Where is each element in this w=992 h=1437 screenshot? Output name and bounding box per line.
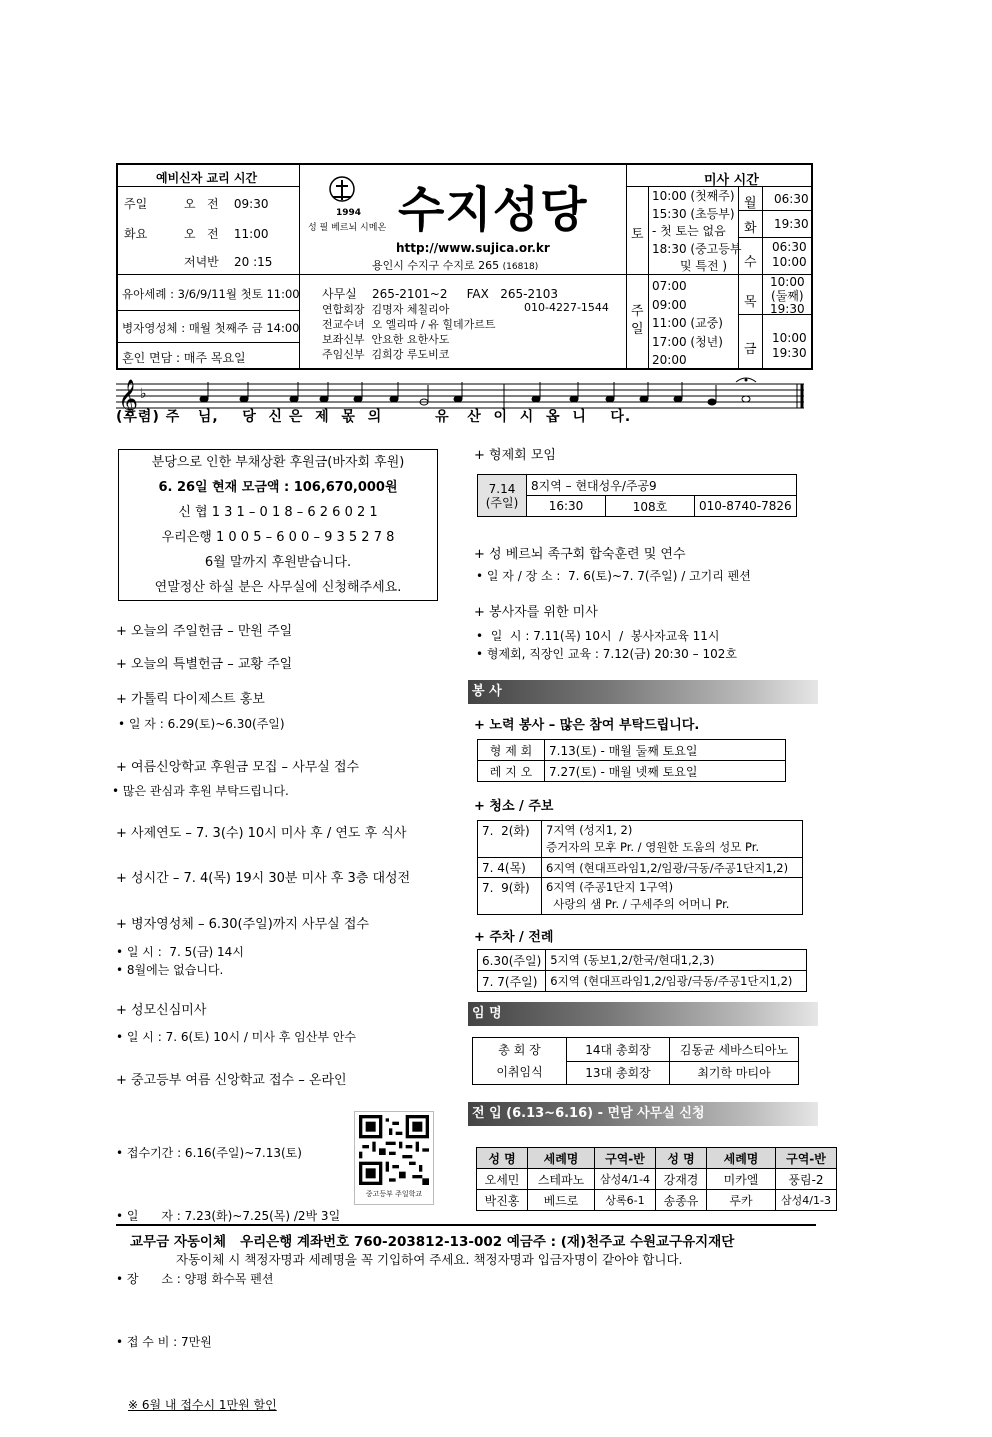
mass-sat-label: 토: [631, 227, 644, 242]
donation-deadline: 6월 말까지 후원받습니다.: [204, 555, 352, 570]
parish-address: 용인시 수지구 수지로 265 (16818): [372, 259, 539, 272]
office-phone: 사무실 265-2101~2 FAX 265-2103: [322, 287, 559, 301]
mass-sat-times: 10:00 (첫째주) 15:30 (초등부) - 첫 토는 없음 18:30 (중고등부 및 특전 ): [652, 189, 742, 273]
qr-caption: 중고등부 주일학교: [365, 1190, 423, 1198]
president-phone: 010-4227-1544: [524, 301, 609, 314]
table-cell: 스테파노: [528, 1169, 595, 1190]
marian-mass: + 성모신심미사: [116, 1003, 207, 1018]
table-row: [477, 1169, 837, 1190]
appointment-term: 13대 총회장: [567, 1061, 670, 1085]
column-header: 구역-반: [595, 1148, 656, 1169]
labor-title: + 노력 봉사 – 많은 참여 부탁드립니다.: [474, 718, 700, 733]
cleaning-date: 7. 2(화): [478, 821, 542, 858]
weekday-wed-times: 06:30 10:00: [772, 240, 807, 269]
bernoulli-sub: • 일 자 / 장 소 : 7. 6(토)~7. 7(주일) / 고기리 펜션: [476, 569, 751, 583]
youth-summer-school-details: • 접수기간 : 6.16(주일)~7.13(토) • 일 자 : 7.23(화)~7.25(목) /2박 3일 • 장 소 : 양평 화수목 펜션 • 접 수 비 : 7만원 ※ 6월 내 접수시 1만원 할인: [116, 1146, 341, 1412]
song-lyrics: (후렴) 주 님, 당 신 은 제 몫 의 유 산 이 시 옵 니 다.: [116, 409, 632, 425]
weekday-fri: 금: [744, 342, 757, 357]
appointment-name: 김동균 세바스티아노: [670, 1038, 799, 1062]
table-row: [477, 1190, 837, 1211]
catechumen-time: 저녁반 20 :15: [184, 255, 273, 269]
weekday-tue-times: 19:30: [774, 217, 809, 231]
table-cell: 송종유: [656, 1190, 707, 1211]
sick-communion-note: • 8월에는 없습니다.: [116, 963, 224, 977]
labor-when: 7.13(토) - 매월 둘째 토요일: [545, 740, 786, 761]
column-header: 세례명: [707, 1148, 776, 1169]
catechumen-day: 화요: [124, 227, 148, 241]
mass-sun-label: 주일: [631, 304, 644, 337]
cleaning-title: + 청소 / 주보: [474, 799, 554, 814]
volunteer-mass-title: + 봉사자를 위한 미사: [474, 605, 598, 620]
table-cell: 오세민: [477, 1169, 528, 1190]
parking-table: [477, 949, 807, 992]
parking-title: + 주차 / 전례: [474, 930, 554, 945]
youth-summer-school: + 중고등부 여름 신앙학교 접수 – 온라인: [116, 1073, 347, 1088]
table-cell: 베드로: [528, 1190, 595, 1211]
brothers-date: 7.14 (주일): [478, 475, 527, 517]
mass-sun-times: 07:00 09:00 11:00 (교중) 17:00 (청년) 20:00: [652, 279, 723, 367]
logo-year: 1994: [336, 208, 362, 218]
music-staff: [116, 376, 808, 436]
table-cell: 강재경: [656, 1169, 707, 1190]
column-header: 성 명: [656, 1148, 707, 1169]
footer-account: 교무금 자동이체 우리은행 계좌번호 760-203812-13-002 예금주 : (재)천주교 수원교구유지재단: [130, 1234, 735, 1250]
moving-in-table: [476, 1147, 837, 1211]
qr-code[interactable]: [354, 1111, 434, 1205]
church-logo-icon: [328, 175, 356, 207]
appointment-header: 임 명: [468, 1002, 818, 1026]
weekday-mon-times: 06:30: [774, 192, 809, 206]
cleaning-date: 7. 4(목): [478, 858, 542, 878]
parish-url[interactable]: http://www.sujica.or.kr: [396, 241, 550, 255]
catechumen-time: 오 전 11:00: [184, 227, 269, 241]
sick-communion: + 병자영성체 – 6.30(주일)까지 사무실 접수: [116, 917, 369, 932]
marriage-info: 혼인 면담 : 매주 목요일: [122, 351, 246, 365]
labor-table: [477, 739, 786, 782]
footer-rule: [116, 1224, 816, 1226]
baptism-info: 유아세례 : 3/6/9/11월 첫토 11:00: [122, 287, 300, 301]
cleaning-area: 7지역 (성지1, 2) 증거자의 모후 Pr. / 영원한 도움의 성모 Pr.: [542, 821, 803, 858]
appointment-table: [472, 1037, 799, 1085]
donation-total: 6. 26일 현재 모금액 : 106,670,000원: [158, 480, 398, 495]
donation-box: [118, 449, 438, 601]
parking-date: 6.30(주일): [478, 950, 546, 971]
moving-in-header: 전 입 (6.13~6.16) - 면담 사무실 신청: [468, 1102, 818, 1126]
labor-group: 형 제 회: [478, 740, 545, 761]
brothers-time: 16:30: [527, 496, 606, 517]
volunteer-mass-sub1: • 일 시 : 7.11(목) 10시 / 봉사자교육 11시: [476, 629, 720, 643]
brothers-meeting-title: + 형제회 모임: [474, 448, 556, 463]
marian-mass-date: • 일 시 : 7. 6(토) 10시 / 미사 후 임산부 안수: [116, 1030, 356, 1044]
cleaning-date: 7. 9(화): [478, 878, 542, 915]
qr-code-icon: [359, 1115, 429, 1185]
brothers-room: 108호: [606, 496, 695, 517]
brothers-place: 8지역 – 현대성우/주공9: [527, 475, 797, 496]
labor-group: 레 지 오: [478, 761, 545, 782]
table-cell: 박진홍: [477, 1190, 528, 1211]
table-cell: 루카: [707, 1190, 776, 1211]
volunteer-mass-sub2: • 형제회, 직장인 교육 : 7.12(금) 20:30 – 102호: [476, 647, 737, 661]
donation-shinhyup: 신 협 1 3 1 – 0 1 8 – 6 2 6 0 2 1: [178, 505, 378, 520]
svg-text:𝄞: 𝄞: [118, 379, 139, 416]
cleaning-table: [477, 820, 803, 915]
appointment-term: 14대 총회장: [567, 1038, 670, 1062]
requiem-mass: + 사제연도 – 7. 3(수) 10시 미사 후 / 연도 후 식사: [116, 826, 407, 841]
weekday-thu: 목: [744, 295, 757, 310]
table-cell: 삼성4/1-3: [776, 1190, 837, 1211]
parking-area: 5지역 (동보1,2/한국/현대1,2,3): [546, 950, 807, 971]
assistant-priest: 보좌신부 안요한 요한사도: [322, 333, 450, 346]
column-header: 세례명: [528, 1148, 595, 1169]
column-header: 구역-반: [776, 1148, 837, 1169]
catholic-digest: + 가톨릭 다이제스트 홍보: [116, 692, 265, 707]
column-header: 성 명: [477, 1148, 528, 1169]
table-cell: 미카엘: [707, 1169, 776, 1190]
mass-title: 미사 시간: [704, 173, 759, 188]
service-header: 봉 사: [468, 680, 818, 704]
weekday-mon: 월: [744, 196, 757, 211]
sunday-collection: + 오늘의 주일헌금 – 만원 주일: [116, 624, 293, 639]
brothers-meeting-table: [477, 474, 797, 517]
labor-when: 7.27(토) - 매월 넷째 토요일: [545, 761, 786, 782]
table-cell: 삼성4/1-4: [595, 1169, 656, 1190]
president: 연합회장 김명자 체칠리아: [322, 303, 450, 316]
catholic-digest-date: • 일 자 : 6.29(토)~6.30(주일): [118, 717, 285, 731]
donation-title: 분당으로 인한 부채상환 후원금(바자회 후원): [151, 455, 405, 470]
catechumen-day: 주일: [124, 197, 148, 211]
catechumen-time: 오 전 09:30: [184, 197, 269, 211]
special-collection: + 오늘의 특별헌금 – 교황 주일: [116, 657, 293, 672]
cleaning-area: 6지역 (주공1단지 1구역) 사랑의 샘 Pr. / 구세주의 어머니 Pr.: [542, 878, 803, 915]
holy-hour: + 성시간 – 7. 4(목) 19시 30분 미사 후 3층 대성전: [116, 871, 411, 886]
weekday-thu-times: 10:00 (둘째) 19:30: [770, 275, 805, 316]
catechumen-title: 예비신자 교리 시간: [156, 171, 258, 185]
weekday-wed: 수: [744, 255, 757, 270]
summer-school-donation: + 여름신앙학교 후원금 모집 – 사무실 접수: [116, 760, 360, 775]
table-cell: 상록6-1: [595, 1190, 656, 1211]
bernoulli-title: + 성 베르뇌 족구회 합숙훈련 및 연수: [474, 547, 686, 562]
logo-text: 성 필 베르뇌 시메온: [308, 223, 387, 233]
parking-area: 6지역 (현대프라임1,2/임광/극동/주공1단지1,2): [546, 971, 807, 992]
parish-name: 수지성당: [398, 182, 588, 238]
weekday-tue: 화: [744, 221, 757, 236]
footer-note: 자동이체 시 책정자명과 세례명을 꼭 기입하여 주세요. 책정자명과 입금자명이 같아야 합니다.: [176, 1252, 683, 1267]
sick-communion-date: • 일 시 : 7. 5(금) 14시: [116, 945, 244, 959]
appointment-label: 총 회 장 이취임식: [473, 1038, 567, 1085]
bulletin-header: [116, 163, 813, 370]
appointment-name: 최기학 마티아: [670, 1061, 799, 1085]
summer-school-donation-sub: • 많은 관심과 후원 부탁드립니다.: [112, 784, 289, 798]
weekday-fri-times: 10:00 19:30: [772, 331, 807, 360]
pastor: 주임신부 김희강 루도비코: [322, 348, 450, 361]
cleaning-area: 6지역 (현대프라임1,2/임광/극동/주공1단지1,2): [542, 858, 803, 878]
table-cell: 풍림-2: [776, 1169, 837, 1190]
svg-text:♭: ♭: [140, 386, 147, 402]
donation-woori: 우리은행 1 0 0 5 – 6 0 0 – 9 3 5 2 7 8: [161, 530, 395, 545]
brothers-phone: 010-8740-7826: [695, 496, 797, 517]
sick-communion-info: 병자영성체 : 매월 첫째주 금 14:00: [122, 321, 300, 335]
sisters: 전교수녀 오 엘리따 / 유 힐데가르트: [322, 318, 496, 331]
parking-date: 7. 7(주일): [478, 971, 546, 992]
donation-tax: 연말정산 하실 분은 사무실에 신청해주세요.: [154, 580, 402, 595]
